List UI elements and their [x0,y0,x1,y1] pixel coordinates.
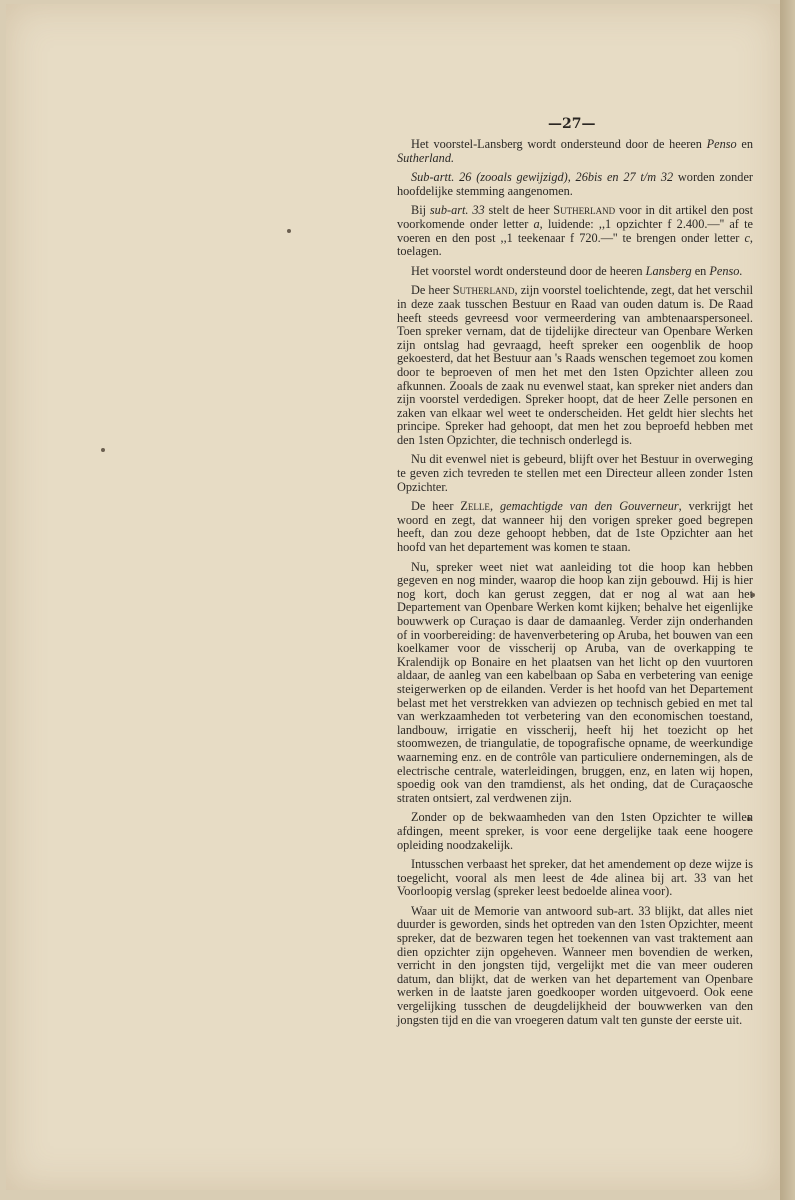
text-run: en [691,263,710,278]
text-run: Sutherland [553,203,616,218]
text-run: , zijn voorstel toelichtende, zegt, dat het verschil in deze zaak tusschen Bestuur en Raad van ouden datum is. De Raad heeft steeds gevreesd voor vermeerdering van ambtenaarspersoneel. Toen spreker vernam, dat de tijdelijke directeur van Openbare Werken zijn ontslag had gevraagd, heeft spreker een oogenblik de hoop gekoesterd, dat het Bestuur aan 's Raads wenschen tegemoet zou komen door te beproeven of men het met den 1sten Opzichter alleen zou afkunnen. Zooals de zaak nu evenwel staat, kan spreker niet anders dan zijn voorstel verdedigen. Spreker hoopt, dat de heer Zelle personen en zaken van elkaar wel weet te onderscheiden. Het geldt hier slechts het principe. Spreker had gehoopt, dat men het zou beproefd hebben met den 1sten Opzichter, die technisch onderlegd is. [397,283,753,447]
text-run: Het voorstel-Lansberg wordt ondersteund door de heeren [411,137,707,151]
text-run: Zelle [460,499,490,514]
paragraph [397,453,753,494]
text-run: a [533,216,540,231]
text-run: Sub-artt. 26 (zooals gewijzigd), 26bis en 27 t/m 32 [411,170,674,185]
text-run: stelt de heer [484,203,554,218]
paragraph [397,204,753,258]
text-run: Penso [706,137,737,151]
page-number: —27— [548,116,596,132]
text-run: Penso. [709,263,743,278]
binding-hole [287,229,291,233]
text-run: Lansberg [645,263,692,278]
text-run: Sutherland [452,283,515,298]
text-run: De heer [411,283,453,298]
text-run: Het voorstel wordt ondersteund door de heeren [411,263,646,278]
binding-hole [101,448,105,452]
paragraph [397,138,753,165]
text-run: Nu, spreker weet niet wat aanleiding tot die hoop kan hebben gegeven en nog minder, waarop die hoop kan zijn gebouwd. Hij is hier nog kort, doch kan gerust zeggen, dat er nog al wat aan het Departement van Openbare Werken komt kijken; behalve het eigenlijke bouwwerk op Curaçao is daar de damaanleg. Verder zijn onderhanden of in voorbereiding: de havenverbetering op Aruba, het bouwen van een koelkamer voor de visscherij op Aruba, van de overkapping te Kralendijk op Bonaire en het plaatsen van het licht op den vuurtoren aldaar, de aanleg van een kabelbaan op Saba en verbetering van eenige steigerwerken op de eilanden. Verder is het hoofd van het Departement belast met het verstrekken van adviezen op technisch gebied en met tal van werkzaamheden tot verbetering van den economischen toestand, landbouw, irrigatie en visscherij, heeft hij het toezicht op het stoomwezen, de triangulatie, de topografische opname, de weerkundige waarneming enz. en de contrôle van particuliere ondernemingen, als de electrische centrale, waterleidingen, bruggen, enz, en laten wij hopen, spoedig ook van den tramdienst, als het onding, dat de Curaçaosche straten ontsiert, zal verdwenen zijn. [397,559,753,805]
paragraph [397,858,753,899]
text-run: worden zonder hoofdelijke stemming aangenomen. [397,170,754,198]
paragraph [397,905,753,1027]
text-run: Zonder op de bekwaamheden van den 1sten Opzichter te willen afdingen, meent spreker, is voor eene dergelijke taak eene hoogere opleiding noodzakelijk. [397,810,753,852]
page-edge [780,0,795,1200]
text-run: Bij [411,203,430,218]
text-run: , verkrijgt het woord en zegt, dat wanneer hij den vorigen spreker goed begrepen heeft, dan zou deze gehoopt hebben, dat de 1ste Opzichter aan het hoofd van het departement was komen te staan. [397,499,754,555]
text-run: , toelagen. [397,230,753,259]
text-run: voor in dit artikel den post voorkomende onder letter [397,203,753,231]
paragraph [397,265,753,279]
text-run: Nu dit evenwel niet is gebeurd, blijft over het Bestuur in overweging te geven zich tevreden te stellen met een Directeur alleen zonder 1sten Opzichter. [397,452,753,494]
text-run: Sutherland. [397,150,455,165]
text-run: Waar uit de Memorie van antwoord sub-art. 33 blijkt, dat alles niet duurder is geworden, sinds het optreden van den 1sten Opzichter, meent spreker, dat de bezwaren tegen het toekennen van vast traktement aan dien opzichter zijn opgeheven. Wanneer men bovendien de werken, verricht in den jongsten tijd, vergelijkt met die van meer ouderen datum, dan blijkt, dat de werken van het departement van Openbare werken in de laatste jaren goedkooper worden uitgevoerd. Ook eene vergelijking tusschen de deugdelijkheid der bouwwerken van den jongsten tijd en die van vroegeren datum valt ten gunste der eerste uit. [397,903,753,1027]
paragraph [397,500,753,554]
text-run: , [489,499,500,514]
text-run: , luidende: ,,1 opzichter f 2.400.—'' af te voeren en den post ,,1 teekenaar f 720.—'' te brengen onder letter [397,216,753,245]
text-column [397,138,753,1033]
paragraph [397,561,753,806]
paragraph [397,171,753,198]
text-run: en [736,137,753,151]
text-run: c [744,230,750,245]
text-run: Intusschen verbaast het spreker, dat het amendement op deze wijze is toegelicht, vooral als men leest de 4de alinea bij art. 33 van het Voorloopig verslag (spreker leest bedoelde alinea voor). [397,857,753,899]
paragraph [397,284,753,447]
paragraph [397,811,753,852]
text-run: sub-art. 33 [429,203,485,218]
text-run: De heer [411,499,461,514]
text-run: gemachtigde van den Gouverneur [499,499,679,514]
